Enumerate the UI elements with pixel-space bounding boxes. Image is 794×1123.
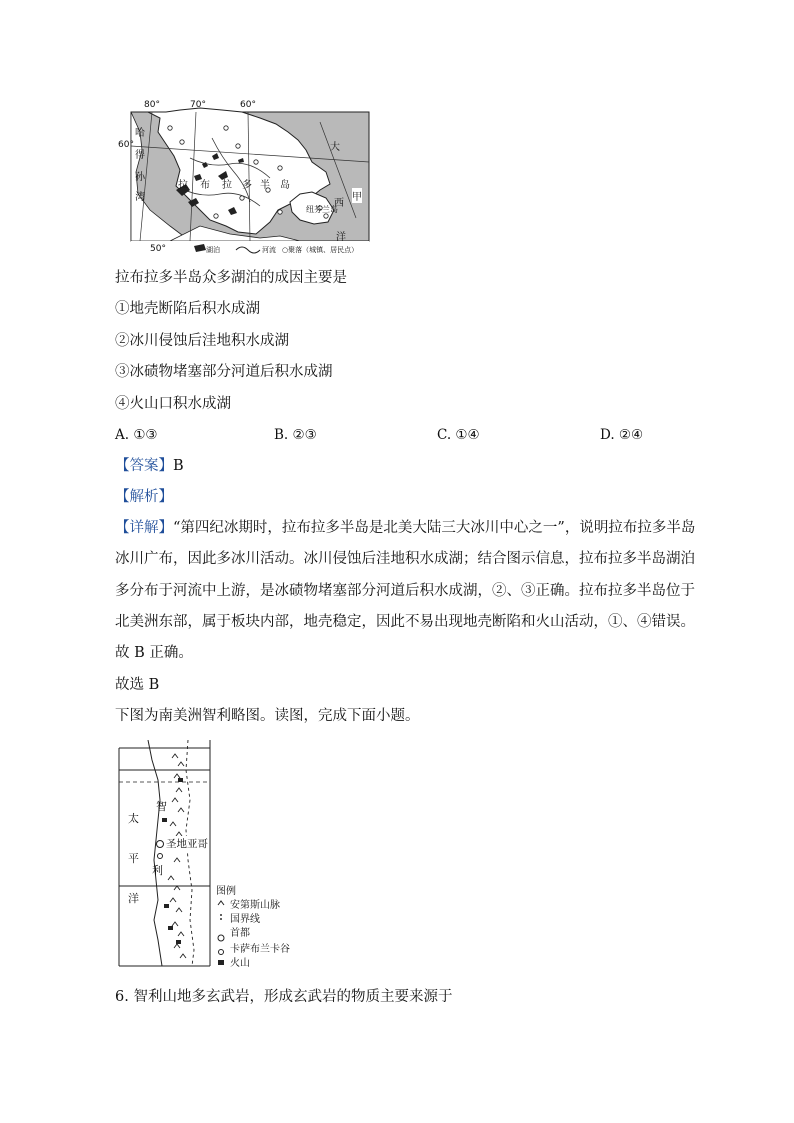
atlantic-char-1: 大 <box>330 142 340 153</box>
analysis-tag: 【解析】 <box>115 489 173 505</box>
q5-option-a: A. ①③ <box>115 427 158 443</box>
chile-map-svg <box>118 740 318 970</box>
q5-option-d: D. ②④ <box>600 427 644 443</box>
pacific-char-2: 平 <box>128 852 139 865</box>
atlantic-char-2: 西 <box>334 198 344 209</box>
legend-settlement: ○聚落（城镇、居民点） <box>282 246 359 254</box>
q5-question: 拉布拉多半岛众多湖泊的成因主要是 <box>115 270 347 286</box>
legend-river: 河流 <box>262 246 276 254</box>
atlantic-char-3: 洋 <box>336 232 346 243</box>
detail-line-4: 北美洲东部，属于板块内部，地壳稳定，因此不易出现地壳断陷和火山活动，①、④错误。 <box>115 614 695 630</box>
chile-legend-title: 图例 <box>216 886 236 897</box>
hudson-char-3: 孙 <box>135 172 145 183</box>
lon-label-70: 70° <box>190 100 206 110</box>
answer-value: B <box>173 458 184 474</box>
pacific-char-1: 太 <box>128 812 139 825</box>
chile-char-2: 利 <box>152 864 163 877</box>
pacific-char-3: 洋 <box>128 892 139 905</box>
q5-option-b: B. ②③ <box>274 427 317 443</box>
lat-label-60: 60° <box>118 140 134 150</box>
labrador-char-1: 拉 <box>178 180 188 191</box>
detail-line-3: 多分布于河流中上游，是冰碛物堵塞部分河道后积水成湖，②、③正确。拉布拉多半岛位于 <box>115 583 695 599</box>
labrador-char-2: 布 <box>200 180 210 191</box>
legend-andes: 安第斯山脉 <box>230 900 280 911</box>
labrador-char-5: 半 <box>260 180 270 191</box>
detail-text-1: “第四纪冰期时，拉布拉多半岛是北美大陆三大冰川中心之一”，说明拉布拉多半岛 <box>173 520 696 536</box>
labrador-char-4: 多 <box>242 180 252 191</box>
choose-line: 故选 B <box>115 677 160 693</box>
legend-valley: 卡萨布兰卡谷 <box>230 944 290 955</box>
answer-line <box>115 456 184 476</box>
hudson-char-2: 得 <box>135 150 145 161</box>
q5-item-4: ④火山口积水成湖 <box>115 396 231 412</box>
q5-option-c: C. ①④ <box>437 427 480 443</box>
detail-line-2: 冰川广布，因此多冰川活动。冰川侵蚀后洼地积水成湖；结合图示信息，拉布拉多半岛湖泊 <box>115 551 695 567</box>
intro-line: 下图为南美洲智利略图。读图，完成下面小题。 <box>115 708 420 724</box>
capital-label: 圣地亚哥 <box>166 838 208 850</box>
legend-lake: 湖泊 <box>206 246 220 254</box>
labrador-char-3: 拉 <box>222 180 232 191</box>
q5-item-2: ②冰川侵蚀后洼地积水成湖 <box>115 333 289 349</box>
chile-map <box>118 740 318 970</box>
q5-item-1: ①地壳断陷后积水成湖 <box>115 301 260 317</box>
detail-line-5: 故 B 正确。 <box>115 645 193 661</box>
hudson-char-4: 湾 <box>135 192 145 203</box>
labrador-map <box>118 98 375 258</box>
answer-tag: 【答案】 <box>115 458 173 474</box>
lon-label-60: 60° <box>240 100 256 110</box>
q5-item-3: ③冰碛物堵塞部分河道后积水成湖 <box>115 364 333 380</box>
legend-capital: 首都 <box>230 928 250 939</box>
jia-label: 甲 <box>352 188 362 203</box>
newfoundland-label: 纽芬兰岛 <box>306 205 338 214</box>
detail-line-1 <box>115 518 695 538</box>
chile-char-1: 智 <box>156 800 167 813</box>
hudson-char-1: 哈 <box>135 128 145 139</box>
detail-tag: 【详解】 <box>115 520 173 536</box>
lon-label-50: 50° <box>150 244 166 254</box>
legend-border: 国界线 <box>230 914 260 925</box>
lon-label-80: 80° <box>144 100 160 110</box>
labrador-char-6: 岛 <box>280 180 290 191</box>
q6-question: 6. 智利山地多玄武岩，形成玄武岩的物质主要来源于 <box>115 989 453 1005</box>
analysis-line <box>115 487 173 507</box>
legend-volcano: 火山 <box>230 958 250 969</box>
